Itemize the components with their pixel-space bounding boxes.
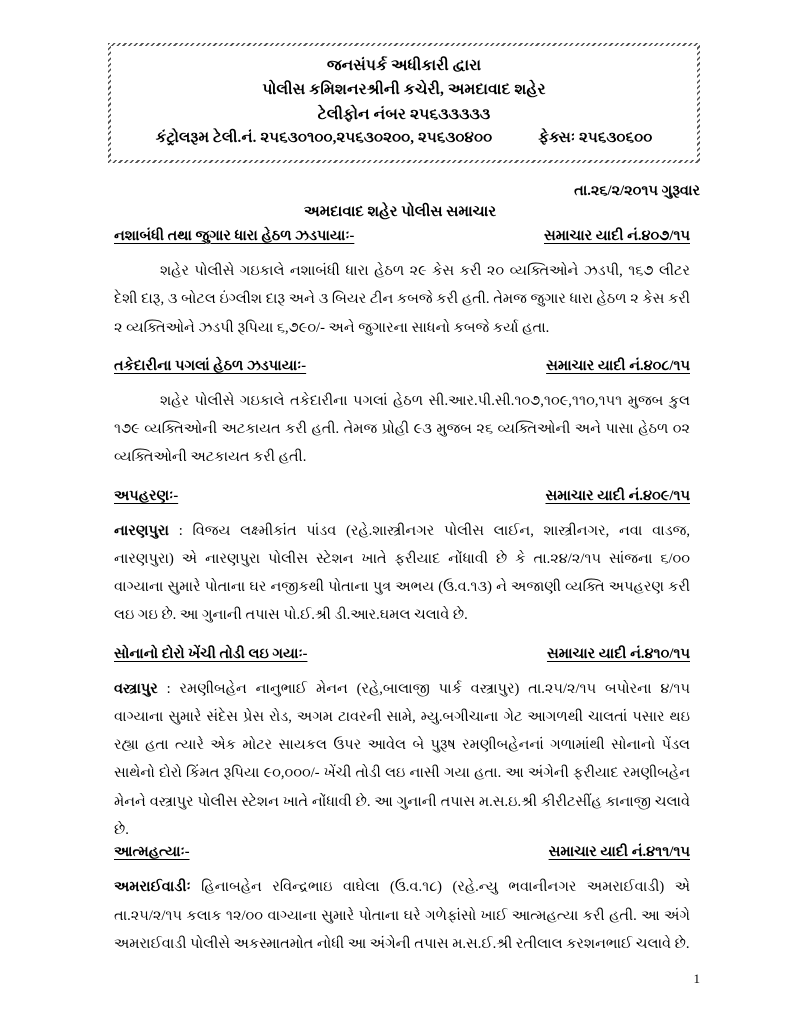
section-heading: સોનાનો દોરો ખેંચી તોડી લઇ ગયાઃ- bbox=[114, 645, 308, 662]
letterhead-line-1: જનસંપર્ક અધીકારી દ્વારા bbox=[326, 57, 482, 74]
place-separator: : bbox=[168, 522, 193, 539]
letterhead-line-2: પોલીસ કમિશનરશ્રીની કચેરી, અમદાવાદ શહેર bbox=[262, 81, 546, 99]
letterhead-contact-line bbox=[121, 127, 687, 151]
police-station-name: નારણપુરા bbox=[114, 522, 169, 539]
section-header bbox=[114, 488, 690, 505]
page-title: અમદાવાદ શહેર પોલીસ સમાચાર bbox=[303, 204, 497, 220]
section-header bbox=[114, 358, 690, 375]
section-heading: નશાબંધી તથા જુગાર ધારા હેઠળ ઝડપાયાઃ- bbox=[114, 228, 355, 244]
press-release-number: સમાચાર યાદી નં.૪૧૦/૧૫ bbox=[546, 645, 690, 662]
section-header bbox=[114, 844, 690, 861]
place-separator bbox=[191, 879, 202, 895]
spacer bbox=[114, 377, 690, 387]
police-station-name: વસ્ત્રાપુર bbox=[114, 680, 158, 697]
section-kidnapping bbox=[114, 488, 690, 630]
document-content bbox=[114, 228, 690, 958]
letterhead-box bbox=[108, 43, 700, 163]
section-body bbox=[114, 675, 690, 845]
press-release-number: સમાચાર યાદી નં.૪૦૮/૧૫ bbox=[546, 357, 690, 374]
control-room-number: કંટ્રોલરૂમ ટેલી.નં. ૨૫૬૩૦૧૦૦,૨૫૬૩૦૨૦૦, ૨૫૬૩૦૪૦૦ bbox=[155, 130, 493, 147]
section-body: શહેર પોલીસે ગઇકાલે નશાબંધી ધારા હેઠળ ૨૯ કેસ કરી ૨૦ વ્યક્તિઓને ઝડપી, ૧૬૭ લીટર દેશી દારૂ, ૩ બોટલ ઇંગ્લીશ દારૂ અને ૩ બિયર ટીન કબજે કરી હતી. તેમજ જુગાર ધારા હેઠળ ૨ કેસ કરી ૨ વ્યક્તિઓને ઝડપી રૂપિયા ૬,૭૯૦/- અને જુગારના સાધનો કબજે કર્યા હતા. bbox=[114, 263, 690, 336]
section-body-text: હિનાબહેન રવિન્દ્રભાઇ વાઘેલા (ઉ.વ.૧૮) (રહે.ન્યુ ભવાનીનગર અમરાઈવાડી) એ તા.૨૫/૨/૧૫ કલાક ૧૨/૦૦ વાગ્યાના સુમારે પોતાના ઘરે ગળેફાંસો ખાઈ આત્મહત્યા કરી હતી. આ અંગે અમરાઈવાડી પોલીસે અકસ્માતમોત નોધી આ અંગેની તપાસ મ.સ.ઈ.શ્રી રતીલાલ કરશનભાઈ ચલાવે છે. bbox=[114, 879, 690, 952]
section-body: શહેર પોલીસે ગઇકાલે તકેદારીના પગલાં હેઠળ સી.આર.પી.સી.૧૦૭,૧૦૯,૧૧૦,૧૫૧ મુજબ કુલ ૧૭૯ વ્યક્તિઓની અટકાયત કરી હતી. તેમજ પ્રોહી ૯૩ મુજબ ૨૬ વ્યક્તિઓની અને પાસા હેઠળ ૦૨ વ્યક્તિઓની અટકાયત કરી હતી. bbox=[114, 392, 690, 466]
date-line: તા.૨૬/૨/૨૦૧૫ ગુરૂવાર bbox=[574, 183, 700, 199]
section-heading: અપહરણઃ- bbox=[114, 487, 179, 504]
section-heading: આત્મહત્યાઃ- bbox=[114, 844, 190, 861]
section-body bbox=[114, 517, 690, 630]
section-body-text: વિજય લક્ષ્મીકાંત પાંડવ (રહે.શાસ્ત્રીનગર પોલીસ લાઈન, શાસ્ત્રીનગર, નવા વાડજ, નારણપુરા) એ નારણપુરા પોલીસ સ્ટેશન ખાતે ફરીયાદ નોંધાવી છે કે તા.૨૪/૨/૧૫ સાંજના ૬/૦૦ વાગ્યાના સુમારે પોતાના ઘર નજીકથી પોતાના પુત્ર અભય (ઉ.વ.૧૩) ને અજાણી વ્યક્તિ અપહરણ કરી લઇ ગઇ છે. આ ગુનાની તપાસ પો.ઈ.શ્રી ડી.આર.ઘમલ ચલાવે છે. bbox=[114, 522, 690, 624]
spacer bbox=[114, 507, 690, 517]
section-header bbox=[114, 228, 690, 245]
press-release-number: સમાચાર યાદી નં.૪૦૭/૧૫ bbox=[544, 228, 690, 244]
section-prohibition-gambling bbox=[114, 228, 690, 342]
section-chain-snatching bbox=[114, 646, 690, 845]
section-body-text: રમણીબહેન નાનુભાઈ મેનન (રહે,બાલાજી પાર્ક વસ્ત્રાપુર) તા.૨૫/૨/૧૫ બપોરના ૪/૧૫ વાગ્યાના સુમારે સંદેસ પ્રેસ રોડ, અગમ ટાવરની સામે, મ્યુ.બગીચાના ગેટ આગળથી ચાલતાં પસાર થઇ રહ્યા હતા ત્યારે એક મોટર સાયકલ ઉપર આવેલ બે પુરૂષ રમણીબહેનનાં ગળામાંથી સોનાનો પેંડલ સાથેનો દોરો કિંમત રૂપિયા ૯૦,૦૦૦/- ખેંચી તોડી લઇ નાસી ગયા હતા. આ અંગેની ફરીયાદ રમણીબહેન મેનને વસ્ત્રાપુર પોલીસ સ્ટેશન ખાતે નોંધાવી છે. આ ગુનાની તપાસ મ.સ.ઇ.શ્રી કીરીટસીંહ કાનાજી ચલાવે છે. bbox=[114, 680, 691, 838]
spacer bbox=[114, 472, 690, 488]
spacer bbox=[114, 863, 690, 873]
spacer bbox=[114, 342, 690, 358]
police-station-name: અમરાઈવાડીઃ bbox=[114, 879, 191, 896]
section-header bbox=[114, 646, 690, 663]
spacer bbox=[114, 247, 690, 257]
press-release-number: સમાચાર યાદી નં.૪૦૯/૧૫ bbox=[545, 487, 690, 504]
spacer bbox=[114, 665, 690, 675]
place-separator: : bbox=[157, 680, 180, 697]
section-body bbox=[114, 873, 690, 958]
section-preventive-action bbox=[114, 358, 690, 472]
section-heading: તકેદારીના પગલાં હેઠળ ઝડપાયાઃ- bbox=[114, 357, 307, 374]
press-release-number: સમાચાર યાદી નં.૪૧૧/૧૫ bbox=[548, 844, 690, 861]
letterhead-line-3: ટેલીફોન નંબર ૨૫૬૩૩૩૩૩ bbox=[317, 105, 491, 123]
spacer bbox=[114, 630, 690, 646]
section-suicide bbox=[114, 844, 690, 958]
fax-number: ફેક્સઃ ૨૫૬૩૦૬૦૦ bbox=[538, 130, 653, 147]
page-number: 1 bbox=[693, 971, 700, 986]
